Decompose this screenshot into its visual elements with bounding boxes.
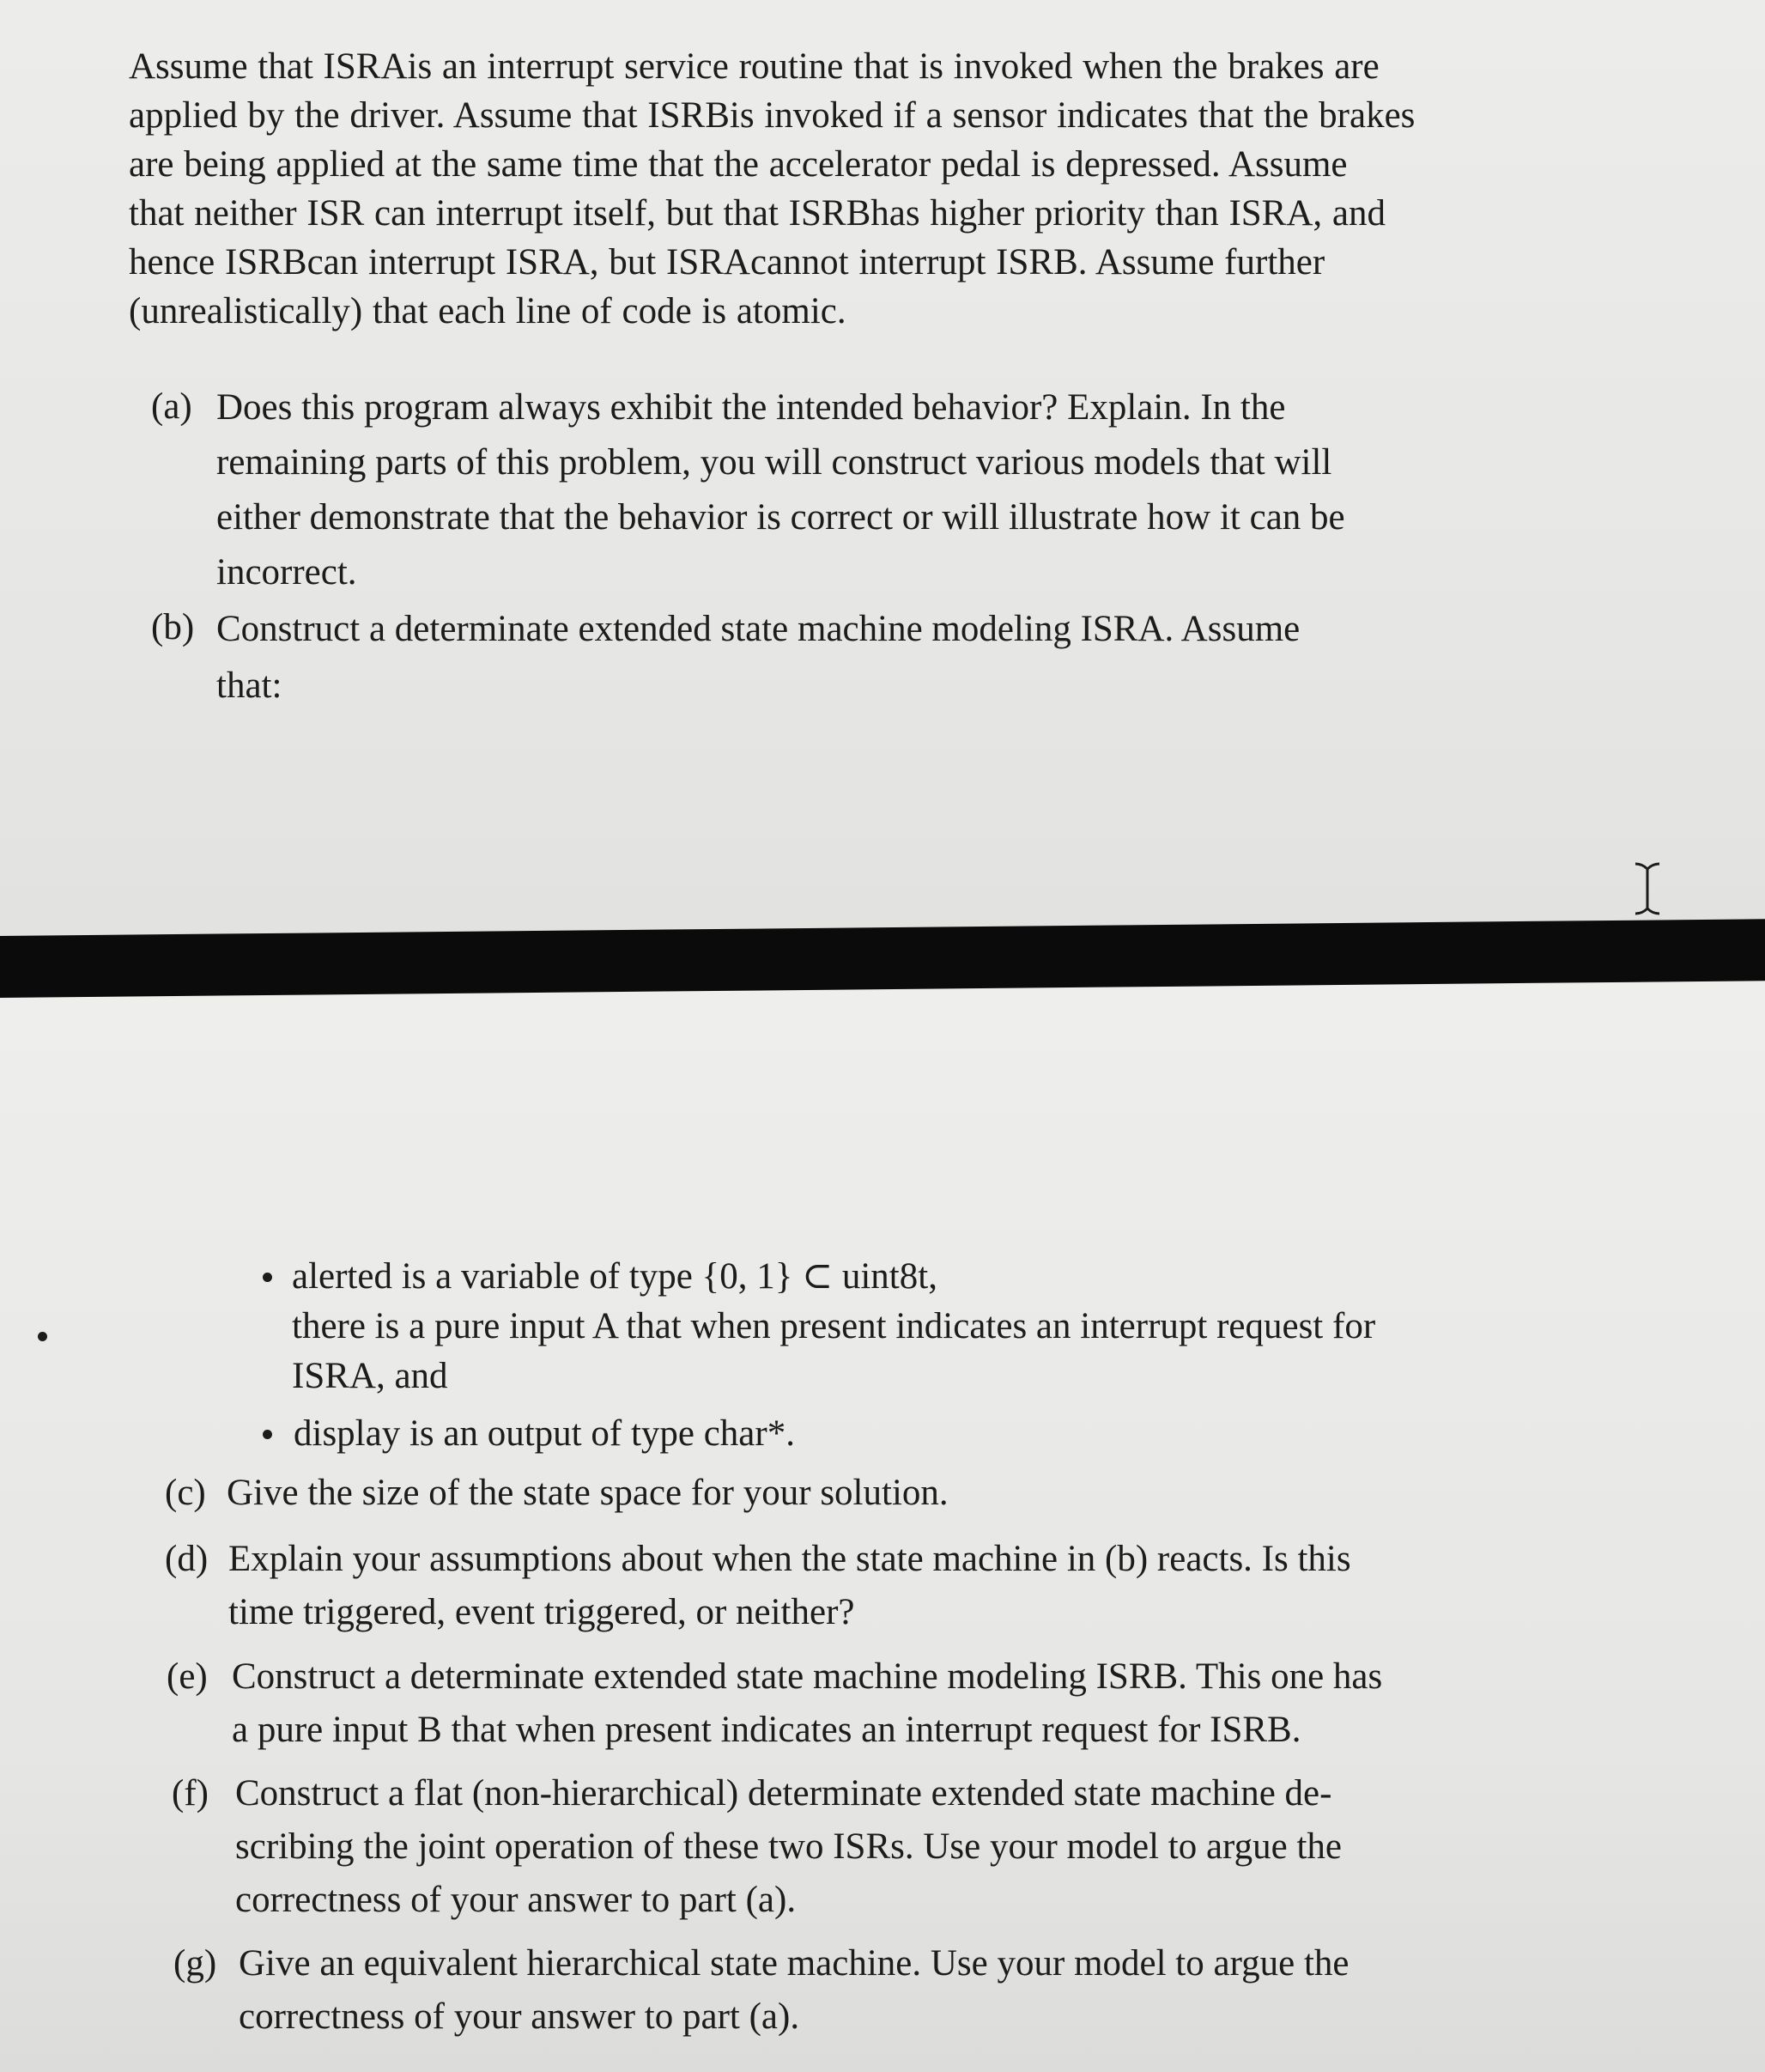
intro-line: (unrealistically) that each line of code is atomic. [129,291,846,331]
question-d-text [228,1533,1351,1639]
question-a-line: either demonstrate that the behavior is correct or will illustrate how it can be [216,497,1345,538]
intro-line: that neither ISR can interrupt itself, but that ISRBhas higher priority than ISRA, and [129,193,1386,234]
question-e-label: (e) [167,1656,208,1697]
question-a [151,380,1490,604]
bullet-dot [263,1430,272,1439]
bullet-item-alerted: alerted is a variable of type {0, 1} ⊂ uint8t, [292,1256,937,1297]
intro-line: Assume that ISRAis an interrupt service routine that is invoked when the brakes are [129,46,1380,87]
question-c-text [227,1467,949,1520]
question-d [165,1533,1504,1644]
question-f [172,1767,1511,1930]
bullet-item-input-a-line: there is a pure input A that when present indicates an interrupt request for [292,1306,1376,1346]
stray-dot [38,1332,47,1341]
intro-line: hence ISRBcan interrupt ISRA, but ISRAcannot interrupt ISRB. Assume further [129,242,1325,283]
question-f-text [235,1767,1342,1927]
intro-paragraph [129,43,1415,337]
question-d-line: time triggered, event triggered, or neither? [228,1592,855,1632]
question-c-line: Give the size of the state space for your solution. [227,1473,949,1513]
question-b-line: Construct a determinate extended state machine modeling ISRA. Assume [216,609,1301,649]
question-c-label: (c) [165,1473,206,1513]
question-a-line: remaining parts of this problem, you will construct various models that will [216,442,1332,483]
question-a-text [216,380,1345,600]
question-f-line: correctness of your answer to part (a). [235,1880,797,1920]
question-a-label: (a) [151,386,192,427]
question-f-line: scribing the joint operation of these two ISRs. Use your model to argue the [235,1826,1342,1867]
question-b-line: that: [216,665,282,706]
bullet-item-display: display is an output of type char*. [294,1413,795,1454]
intro-line: are being applied at the same time that the accelerator pedal is depressed. Assume [129,144,1348,185]
question-f-label: (f) [172,1773,209,1814]
question-e-line: Construct a determinate extended state machine modeling ISRB. This one has [232,1656,1383,1697]
intro-line: applied by the driver. Assume that ISRBis invoked if a sensor indicates that the brakes [129,95,1416,136]
bullet-item-input-a-line: ISRA, and [292,1356,448,1396]
question-e-text [232,1650,1382,1757]
question-g [173,1937,1513,2049]
question-e-line: a pure input B that when present indicates an interrupt request for ISRB. [232,1710,1301,1750]
question-g-line: Give an equivalent hierarchical state machine. Use your model to argue the [239,1943,1350,1984]
question-e [167,1650,1506,1762]
question-a-line: incorrect. [216,552,357,592]
question-b [151,601,1490,713]
question-b-text [216,601,1300,714]
question-a-line: Does this program always exhibit the intended behavior? Explain. In the [216,387,1286,428]
question-f-line: Construct a flat (non-hierarchical) determinate extended state machine de- [235,1773,1332,1814]
question-b-label: (b) [151,607,195,647]
question-d-label: (d) [165,1539,209,1579]
bullet-dot [263,1273,272,1282]
question-g-line: correctness of your answer to part (a). [239,1996,800,2037]
question-g-text [239,1937,1350,2044]
text-cursor-icon [1633,861,1662,916]
question-c [165,1467,1504,1527]
question-d-line: Explain your assumptions about when the state machine in (b) reacts. Is this [228,1539,1351,1579]
bullet-item-input-a [292,1302,1375,1401]
question-g-label: (g) [173,1943,217,1984]
